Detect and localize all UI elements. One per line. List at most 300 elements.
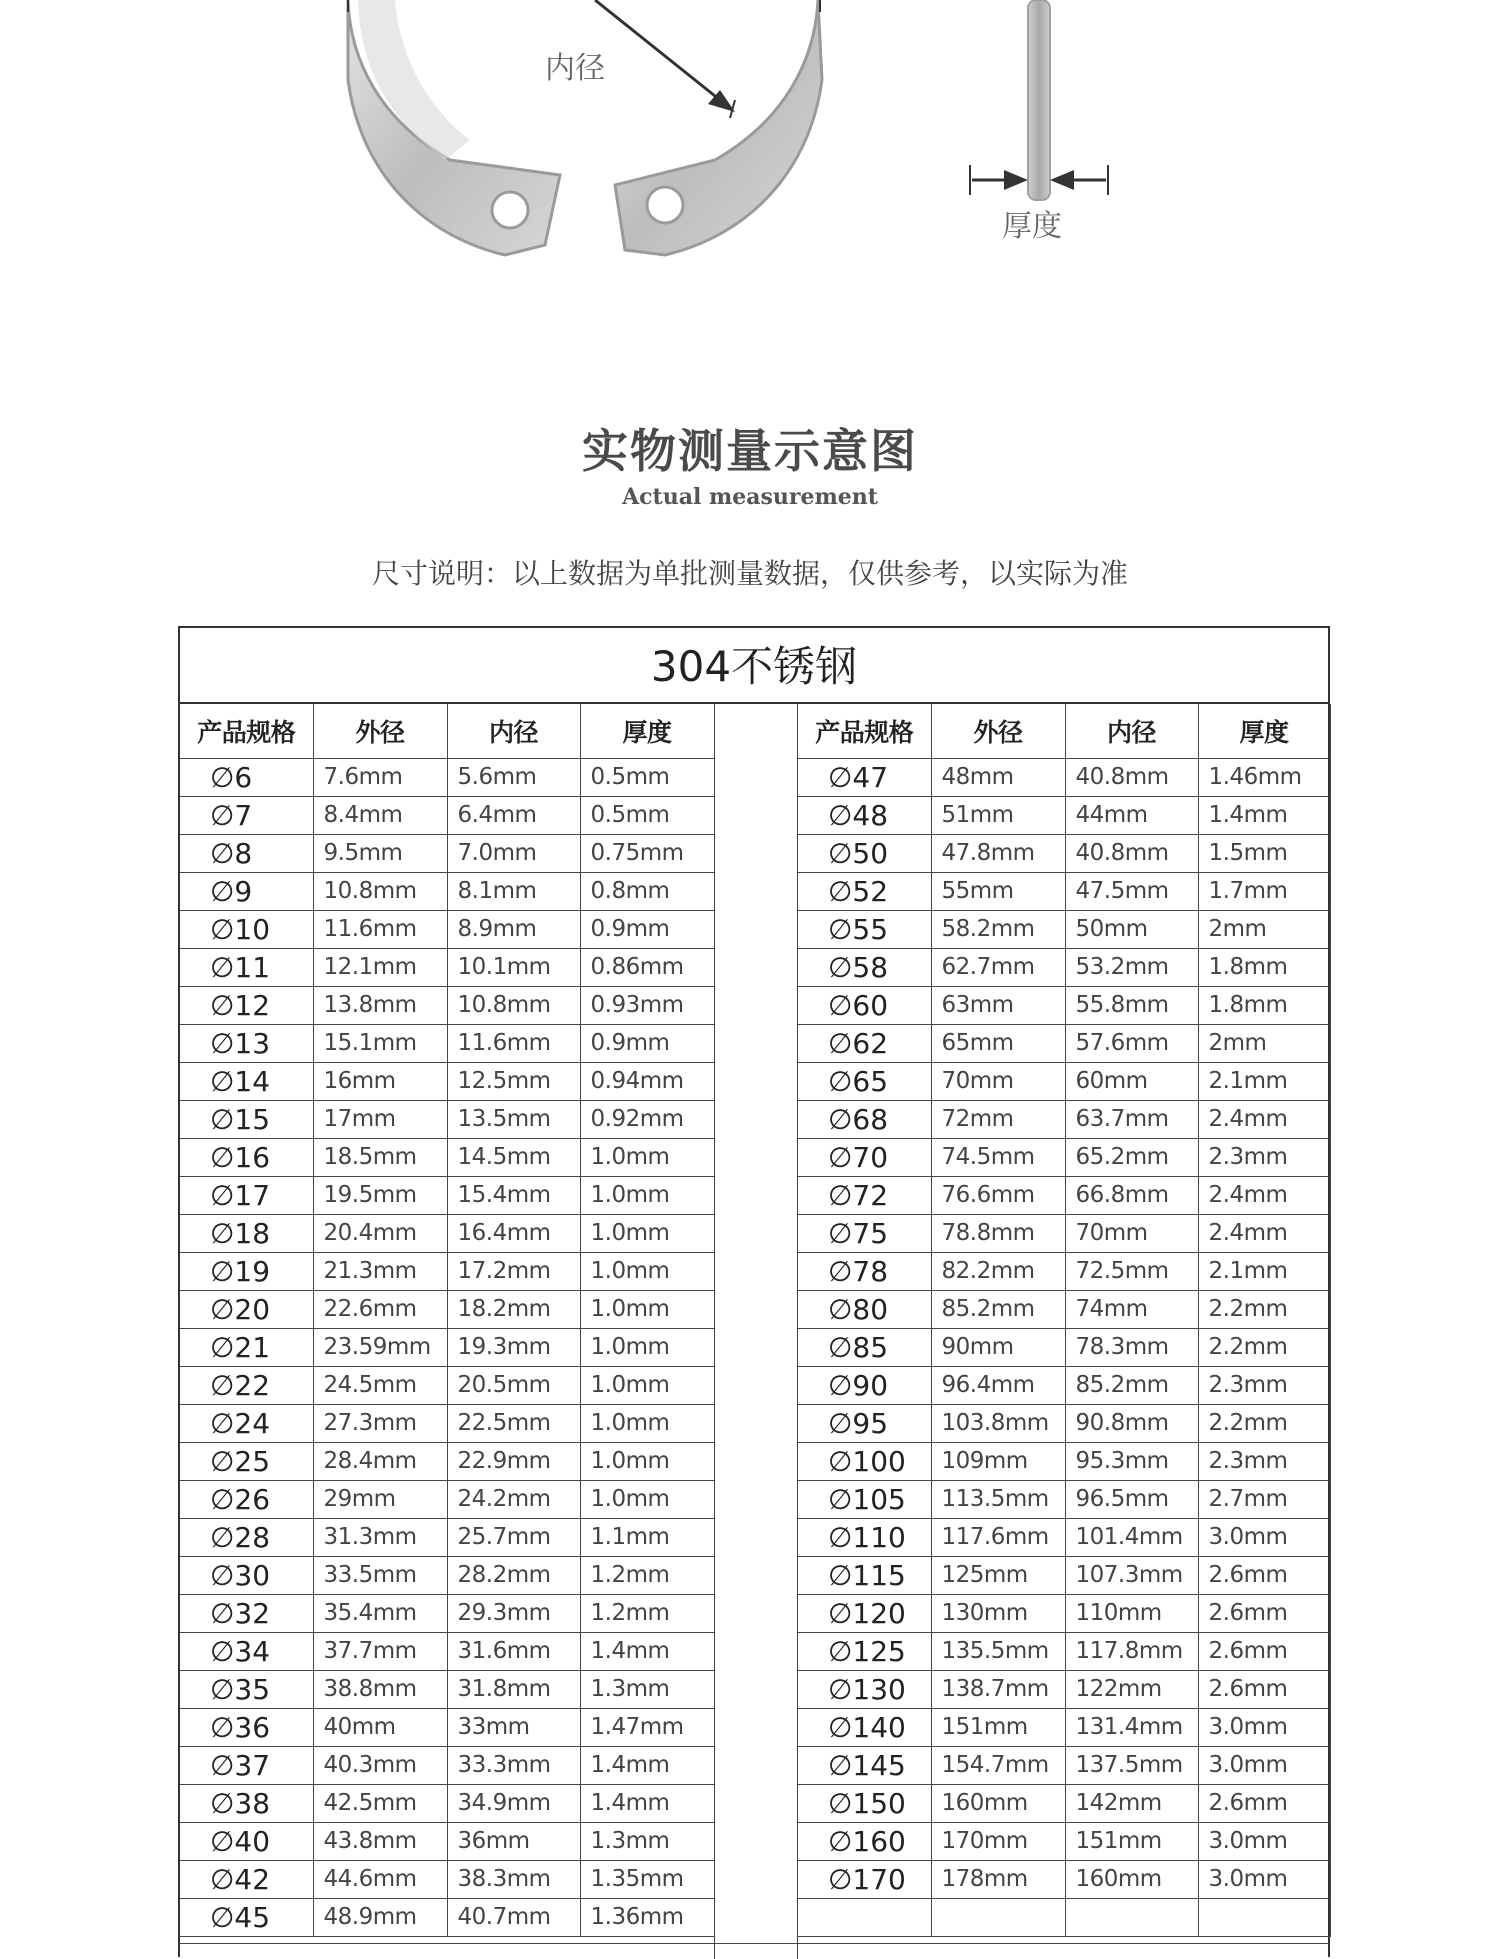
- inner-diameter-label: 内径: [545, 51, 605, 86]
- table-row: [798, 1214, 1330, 1252]
- column-header: 厚度: [580, 704, 714, 758]
- inner-diameter-cell: 8.9mm: [447, 910, 580, 948]
- circlip-ring: [348, 0, 822, 255]
- thickness-cell: 1.35mm: [580, 1860, 714, 1898]
- spec-cell: ∅47: [798, 758, 931, 796]
- outer-diameter-cell: 113.5mm: [931, 1480, 1065, 1518]
- inner-diameter-cell: 16.4mm: [447, 1214, 580, 1252]
- thickness-cell: 1.3mm: [580, 1670, 714, 1708]
- spec-cell: ∅90: [798, 1366, 931, 1404]
- thickness-cell: 2.6mm: [1198, 1556, 1330, 1594]
- outer-diameter-cell: 178mm: [931, 1860, 1065, 1898]
- table-row: [798, 1708, 1330, 1746]
- inner-diameter-cell: [1065, 1898, 1198, 1936]
- spec-cell: ∅17: [180, 1176, 313, 1214]
- inner-diameter-cell: 53.2mm: [1065, 948, 1198, 986]
- section-subtitle: Actual measurement: [622, 484, 878, 510]
- spec-cell: ∅18: [180, 1214, 313, 1252]
- spec-cell: ∅21: [180, 1328, 313, 1366]
- spec-cell: ∅72: [798, 1176, 931, 1214]
- spec-cell: ∅6: [180, 758, 313, 796]
- table-row: [798, 1860, 1330, 1898]
- spec-cell: ∅130: [798, 1670, 931, 1708]
- inner-diameter-cell: 25.7mm: [447, 1518, 580, 1556]
- table-row: [798, 1176, 1330, 1214]
- outer-diameter-cell: 135.5mm: [931, 1632, 1065, 1670]
- thickness-cell: 2.6mm: [1198, 1632, 1330, 1670]
- inner-diameter-cell: 85.2mm: [1065, 1366, 1198, 1404]
- table-row: [180, 1708, 714, 1746]
- table-row: [180, 1784, 714, 1822]
- inner-diameter-cell: 38.3mm: [447, 1860, 580, 1898]
- table-row: [798, 1024, 1330, 1062]
- table-row: [180, 1176, 714, 1214]
- thickness-cell: 1.0mm: [580, 1138, 714, 1176]
- spec-cell: ∅60: [798, 986, 931, 1024]
- table-row: [798, 1670, 1330, 1708]
- spec-cell: ∅26: [180, 1480, 313, 1518]
- outer-diameter-cell: 16mm: [313, 1062, 447, 1100]
- thickness-cell: 0.5mm: [580, 796, 714, 834]
- inner-diameter-cell: 122mm: [1065, 1670, 1198, 1708]
- table-row: [798, 1518, 1330, 1556]
- table-row: [798, 1328, 1330, 1366]
- outer-diameter-cell: 65mm: [931, 1024, 1065, 1062]
- table-row: [180, 758, 714, 796]
- outer-diameter-cell: 38.8mm: [313, 1670, 447, 1708]
- table-header-row: [180, 704, 714, 758]
- spec-cell: ∅42: [180, 1860, 313, 1898]
- outer-diameter-cell: 109mm: [931, 1442, 1065, 1480]
- table-row: [180, 1746, 714, 1784]
- inner-diameter-cell: 137.5mm: [1065, 1746, 1198, 1784]
- thickness-cell: 0.94mm: [580, 1062, 714, 1100]
- inner-diameter-cell: 15.4mm: [447, 1176, 580, 1214]
- thickness-cell: 2.2mm: [1198, 1404, 1330, 1442]
- table-row: [180, 1138, 714, 1176]
- column-header: 内径: [447, 704, 580, 758]
- table-row: [180, 986, 714, 1024]
- thickness-cell: 1.4mm: [580, 1746, 714, 1784]
- spec-cell: [798, 1898, 931, 1936]
- thickness-cell: 1.0mm: [580, 1252, 714, 1290]
- spec-cell: ∅160: [798, 1822, 931, 1860]
- outer-diameter-cell: 21.3mm: [313, 1252, 447, 1290]
- thickness-cell: 1.0mm: [580, 1328, 714, 1366]
- inner-diameter-cell: 29.3mm: [447, 1594, 580, 1632]
- thickness-cell: 2.3mm: [1198, 1366, 1330, 1404]
- outer-diameter-cell: 43.8mm: [313, 1822, 447, 1860]
- thickness-cell: 1.0mm: [580, 1176, 714, 1214]
- spec-cell: ∅19: [180, 1252, 313, 1290]
- outer-diameter-cell: 27.3mm: [313, 1404, 447, 1442]
- outer-diameter-cell: 8.4mm: [313, 796, 447, 834]
- thickness-cell: 0.86mm: [580, 948, 714, 986]
- table-row: [180, 1404, 714, 1442]
- column-header: 外径: [313, 704, 447, 758]
- inner-diameter-cell: 50mm: [1065, 910, 1198, 948]
- thickness-cell: 1.0mm: [580, 1366, 714, 1404]
- spec-cell: ∅58: [798, 948, 931, 986]
- outer-diameter-cell: 63mm: [931, 986, 1065, 1024]
- outer-diameter-cell: 29mm: [313, 1480, 447, 1518]
- thickness-cell: 2.7mm: [1198, 1480, 1330, 1518]
- inner-diameter-cell: 20.5mm: [447, 1366, 580, 1404]
- table-row: [798, 1556, 1330, 1594]
- inner-diameter-cell: 11.6mm: [447, 1024, 580, 1062]
- table-row: [798, 1138, 1330, 1176]
- spec-cell: ∅85: [798, 1328, 931, 1366]
- inner-diameter-cell: 151mm: [1065, 1822, 1198, 1860]
- outer-diameter-cell: 19.5mm: [313, 1176, 447, 1214]
- inner-diameter-cell: 34.9mm: [447, 1784, 580, 1822]
- inner-diameter-cell: 55.8mm: [1065, 986, 1198, 1024]
- thickness-cell: 1.2mm: [580, 1556, 714, 1594]
- inner-diameter-cell: 36mm: [447, 1822, 580, 1860]
- spec-cell: ∅32: [180, 1594, 313, 1632]
- outer-diameter-cell: 7.6mm: [313, 758, 447, 796]
- inner-diameter-cell: 47.5mm: [1065, 872, 1198, 910]
- outer-diameter-cell: 12.1mm: [313, 948, 447, 986]
- spec-cell: ∅35: [180, 1670, 313, 1708]
- thickness-cell: 2.6mm: [1198, 1670, 1330, 1708]
- spec-cell: ∅50: [798, 834, 931, 872]
- inner-diameter-cell: 70mm: [1065, 1214, 1198, 1252]
- inner-diameter-cell: 101.4mm: [1065, 1518, 1198, 1556]
- inner-diameter-cell: 72.5mm: [1065, 1252, 1198, 1290]
- inner-diameter-cell: 17.2mm: [447, 1252, 580, 1290]
- table-row: [180, 1594, 714, 1632]
- inner-diameter-cell: 110mm: [1065, 1594, 1198, 1632]
- section-title: 实物测量示意图: [582, 424, 918, 478]
- thickness-cell: 2.4mm: [1198, 1176, 1330, 1214]
- spec-cell: ∅100: [798, 1442, 931, 1480]
- thickness-cell: 1.0mm: [580, 1290, 714, 1328]
- thickness-label: 厚度: [1002, 209, 1062, 244]
- inner-diameter-cell: 60mm: [1065, 1062, 1198, 1100]
- side-profile: [970, 0, 1108, 200]
- outer-diameter-cell: 31.3mm: [313, 1518, 447, 1556]
- table-row: [180, 1898, 714, 1936]
- outer-diameter-cell: 90mm: [931, 1328, 1065, 1366]
- column-header: 产品规格: [180, 704, 313, 758]
- thickness-cell: 2.6mm: [1198, 1594, 1330, 1632]
- table-row: [798, 1062, 1330, 1100]
- spec-table-left: [180, 704, 715, 1937]
- spec-table: [178, 626, 1330, 1957]
- outer-diameter-cell: 22.6mm: [313, 1290, 447, 1328]
- spec-cell: ∅13: [180, 1024, 313, 1062]
- table-row: [180, 1062, 714, 1100]
- outer-diameter-cell: 47.8mm: [931, 834, 1065, 872]
- table-row: [798, 834, 1330, 872]
- outer-diameter-cell: 138.7mm: [931, 1670, 1065, 1708]
- table-row: [180, 1214, 714, 1252]
- inner-diameter-cell: 63.7mm: [1065, 1100, 1198, 1138]
- inner-diameter-cell: 12.5mm: [447, 1062, 580, 1100]
- inner-diameter-cell: 40.8mm: [1065, 758, 1198, 796]
- spec-cell: ∅8: [180, 834, 313, 872]
- inner-diameter-cell: 31.8mm: [447, 1670, 580, 1708]
- table-row: [180, 1860, 714, 1898]
- inner-diameter-cell: 10.1mm: [447, 948, 580, 986]
- inner-diameter-cell: 107.3mm: [1065, 1556, 1198, 1594]
- spec-cell: ∅22: [180, 1366, 313, 1404]
- thickness-cell: 1.0mm: [580, 1442, 714, 1480]
- inner-diameter-cell: 33mm: [447, 1708, 580, 1746]
- outer-diameter-cell: 40.3mm: [313, 1746, 447, 1784]
- outer-diameter-cell: 72mm: [931, 1100, 1065, 1138]
- thickness-cell: 1.4mm: [580, 1784, 714, 1822]
- inner-diameter-cell: 90.8mm: [1065, 1404, 1198, 1442]
- column-header: 外径: [931, 704, 1065, 758]
- spec-cell: ∅25: [180, 1442, 313, 1480]
- outer-diameter-cell: 76.6mm: [931, 1176, 1065, 1214]
- table-header-row: [798, 704, 1330, 758]
- outer-diameter-cell: 24.5mm: [313, 1366, 447, 1404]
- table-row: [798, 796, 1330, 834]
- thickness-cell: 0.75mm: [580, 834, 714, 872]
- outer-diameter-cell: 35.4mm: [313, 1594, 447, 1632]
- thickness-cell: [1198, 1898, 1330, 1936]
- thickness-cell: 1.8mm: [1198, 948, 1330, 986]
- thickness-cell: 1.2mm: [580, 1594, 714, 1632]
- inner-diameter-cell: 117.8mm: [1065, 1632, 1198, 1670]
- table-row: [798, 1442, 1330, 1480]
- inner-diameter-cell: 160mm: [1065, 1860, 1198, 1898]
- outer-diameter-cell: 20.4mm: [313, 1214, 447, 1252]
- table-row: [798, 872, 1330, 910]
- table-row: [180, 1290, 714, 1328]
- outer-diameter-cell: 28.4mm: [313, 1442, 447, 1480]
- inner-diameter-arrow: [595, 0, 735, 118]
- outer-diameter-cell: 170mm: [931, 1822, 1065, 1860]
- thickness-cell: 1.0mm: [580, 1404, 714, 1442]
- thickness-cell: 0.93mm: [580, 986, 714, 1024]
- inner-diameter-cell: 22.9mm: [447, 1442, 580, 1480]
- outer-diameter-cell: 62.7mm: [931, 948, 1065, 986]
- inner-diameter-cell: 22.5mm: [447, 1404, 580, 1442]
- inner-diameter-cell: 7.0mm: [447, 834, 580, 872]
- thickness-cell: 1.0mm: [580, 1480, 714, 1518]
- spec-cell: ∅52: [798, 872, 931, 910]
- spec-cell: ∅140: [798, 1708, 931, 1746]
- spec-cell: ∅15: [180, 1100, 313, 1138]
- spec-cell: ∅7: [180, 796, 313, 834]
- table-row: [798, 986, 1330, 1024]
- table-row: [798, 1594, 1330, 1632]
- thickness-cell: 3.0mm: [1198, 1746, 1330, 1784]
- thickness-cell: 0.92mm: [580, 1100, 714, 1138]
- spec-cell: ∅145: [798, 1746, 931, 1784]
- table-title: 304不锈钢: [180, 628, 1328, 704]
- outer-diameter-cell: 103.8mm: [931, 1404, 1065, 1442]
- spec-cell: ∅48: [798, 796, 931, 834]
- outer-diameter-cell: 33.5mm: [313, 1556, 447, 1594]
- table-row: [180, 910, 714, 948]
- table-row: [798, 1366, 1330, 1404]
- spec-cell: ∅9: [180, 872, 313, 910]
- table-row: [798, 1404, 1330, 1442]
- inner-diameter-cell: 66.8mm: [1065, 1176, 1198, 1214]
- spec-cell: ∅45: [180, 1898, 313, 1936]
- inner-diameter-cell: 13.5mm: [447, 1100, 580, 1138]
- inner-diameter-cell: 5.6mm: [447, 758, 580, 796]
- outer-diameter-cell: 130mm: [931, 1594, 1065, 1632]
- outer-diameter-cell: 15.1mm: [313, 1024, 447, 1062]
- thickness-cell: 3.0mm: [1198, 1518, 1330, 1556]
- thickness-cell: 2.3mm: [1198, 1442, 1330, 1480]
- inner-diameter-cell: 33.3mm: [447, 1746, 580, 1784]
- thickness-cell: 1.0mm: [580, 1214, 714, 1252]
- thickness-cell: 2.1mm: [1198, 1062, 1330, 1100]
- outer-diameter-cell: 82.2mm: [931, 1252, 1065, 1290]
- thickness-cell: 1.5mm: [1198, 834, 1330, 872]
- outer-diameter-cell: 70mm: [931, 1062, 1065, 1100]
- spec-cell: ∅36: [180, 1708, 313, 1746]
- inner-diameter-cell: 40.8mm: [1065, 834, 1198, 872]
- table-row: [180, 1366, 714, 1404]
- outer-diameter-cell: 125mm: [931, 1556, 1065, 1594]
- thickness-cell: 1.3mm: [580, 1822, 714, 1860]
- outer-diameter-cell: 78.8mm: [931, 1214, 1065, 1252]
- spec-cell: ∅28: [180, 1518, 313, 1556]
- spec-cell: ∅16: [180, 1138, 313, 1176]
- outer-diameter-cell: 160mm: [931, 1784, 1065, 1822]
- table-row: [798, 910, 1330, 948]
- outer-diameter-cell: 58.2mm: [931, 910, 1065, 948]
- spec-cell: ∅12: [180, 986, 313, 1024]
- table-row: [180, 1480, 714, 1518]
- measurement-diagram: [0, 0, 1500, 320]
- inner-diameter-cell: 57.6mm: [1065, 1024, 1198, 1062]
- outer-diameter-cell: 18.5mm: [313, 1138, 447, 1176]
- table-row: [180, 872, 714, 910]
- size-note: 尺寸说明：以上数据为单批测量数据，仅供参考，以实际为准: [371, 557, 1128, 590]
- table-row: [798, 1100, 1330, 1138]
- thickness-cell: 3.0mm: [1198, 1860, 1330, 1898]
- column-header: 内径: [1065, 704, 1198, 758]
- spec-cell: ∅55: [798, 910, 931, 948]
- spec-cell: ∅37: [180, 1746, 313, 1784]
- thickness-cell: 3.0mm: [1198, 1822, 1330, 1860]
- outer-diameter-cell: 9.5mm: [313, 834, 447, 872]
- spec-cell: ∅150: [798, 1784, 931, 1822]
- table-row: [180, 1670, 714, 1708]
- table-row: [798, 1480, 1330, 1518]
- spec-cell: ∅14: [180, 1062, 313, 1100]
- inner-diameter-cell: 95.3mm: [1065, 1442, 1198, 1480]
- spec-cell: ∅20: [180, 1290, 313, 1328]
- spec-cell: ∅34: [180, 1632, 313, 1670]
- spec-cell: ∅170: [798, 1860, 931, 1898]
- table-row: [180, 948, 714, 986]
- outer-diameter-cell: 17mm: [313, 1100, 447, 1138]
- thickness-cell: 2.2mm: [1198, 1290, 1330, 1328]
- thickness-cell: 2mm: [1198, 1024, 1330, 1062]
- spec-cell: ∅10: [180, 910, 313, 948]
- table-row: [180, 1632, 714, 1670]
- inner-diameter-cell: 65.2mm: [1065, 1138, 1198, 1176]
- table-row: [180, 1100, 714, 1138]
- outer-diameter-cell: 74.5mm: [931, 1138, 1065, 1176]
- thickness-cell: 2.4mm: [1198, 1214, 1330, 1252]
- outer-diameter-cell: 55mm: [931, 872, 1065, 910]
- inner-diameter-cell: 31.6mm: [447, 1632, 580, 1670]
- table-row: [798, 1822, 1330, 1860]
- outer-diameter-cell: 117.6mm: [931, 1518, 1065, 1556]
- spec-cell: ∅78: [798, 1252, 931, 1290]
- thickness-cell: 1.1mm: [580, 1518, 714, 1556]
- spec-cell: ∅30: [180, 1556, 313, 1594]
- table-row: [180, 1556, 714, 1594]
- table-row: [180, 1328, 714, 1366]
- thickness-cell: 1.7mm: [1198, 872, 1330, 910]
- table-row: [180, 1822, 714, 1860]
- table-row: [798, 1746, 1330, 1784]
- spec-cell: ∅120: [798, 1594, 931, 1632]
- spec-cell: ∅95: [798, 1404, 931, 1442]
- outer-diameter-cell: 42.5mm: [313, 1784, 447, 1822]
- table-row: [798, 1632, 1330, 1670]
- table-row: [180, 834, 714, 872]
- inner-diameter-cell: 10.8mm: [447, 986, 580, 1024]
- thickness-cell: 0.5mm: [580, 758, 714, 796]
- outer-diameter-cell: 48.9mm: [313, 1898, 447, 1936]
- inner-diameter-cell: 14.5mm: [447, 1138, 580, 1176]
- inner-diameter-cell: 19.3mm: [447, 1328, 580, 1366]
- outer-diameter-cell: 11.6mm: [313, 910, 447, 948]
- table-bottom-rule: [180, 1943, 1328, 1944]
- thickness-cell: 2mm: [1198, 910, 1330, 948]
- thickness-cell: 0.8mm: [580, 872, 714, 910]
- spec-cell: ∅68: [798, 1100, 931, 1138]
- inner-diameter-cell: 18.2mm: [447, 1290, 580, 1328]
- spec-cell: ∅40: [180, 1822, 313, 1860]
- spec-cell: ∅62: [798, 1024, 931, 1062]
- spec-table-right: [798, 704, 1331, 1937]
- spec-cell: ∅24: [180, 1404, 313, 1442]
- thickness-cell: 1.4mm: [1198, 796, 1330, 834]
- spec-cell: ∅115: [798, 1556, 931, 1594]
- inner-diameter-cell: 24.2mm: [447, 1480, 580, 1518]
- outer-diameter-cell: [931, 1898, 1065, 1936]
- thickness-cell: 0.9mm: [580, 910, 714, 948]
- thickness-cell: 1.47mm: [580, 1708, 714, 1746]
- outer-diameter-cell: 37.7mm: [313, 1632, 447, 1670]
- thickness-cell: 3.0mm: [1198, 1708, 1330, 1746]
- inner-diameter-cell: 78.3mm: [1065, 1328, 1198, 1366]
- column-header: 厚度: [1198, 704, 1330, 758]
- outer-diameter-cell: 48mm: [931, 758, 1065, 796]
- thickness-cell: 1.4mm: [580, 1632, 714, 1670]
- table-row: [798, 1290, 1330, 1328]
- inner-diameter-cell: 6.4mm: [447, 796, 580, 834]
- inner-diameter-cell: 40.7mm: [447, 1898, 580, 1936]
- thickness-cell: 2.2mm: [1198, 1328, 1330, 1366]
- outer-diameter-cell: 154.7mm: [931, 1746, 1065, 1784]
- table-row: [798, 1252, 1330, 1290]
- inner-diameter-cell: 44mm: [1065, 796, 1198, 834]
- thickness-cell: 0.9mm: [580, 1024, 714, 1062]
- spec-cell: ∅125: [798, 1632, 931, 1670]
- thickness-cell: 1.46mm: [1198, 758, 1330, 796]
- spec-cell: ∅65: [798, 1062, 931, 1100]
- inner-diameter-cell: 8.1mm: [447, 872, 580, 910]
- spec-cell: ∅80: [798, 1290, 931, 1328]
- table-row: [180, 1442, 714, 1480]
- outer-diameter-cell: 13.8mm: [313, 986, 447, 1024]
